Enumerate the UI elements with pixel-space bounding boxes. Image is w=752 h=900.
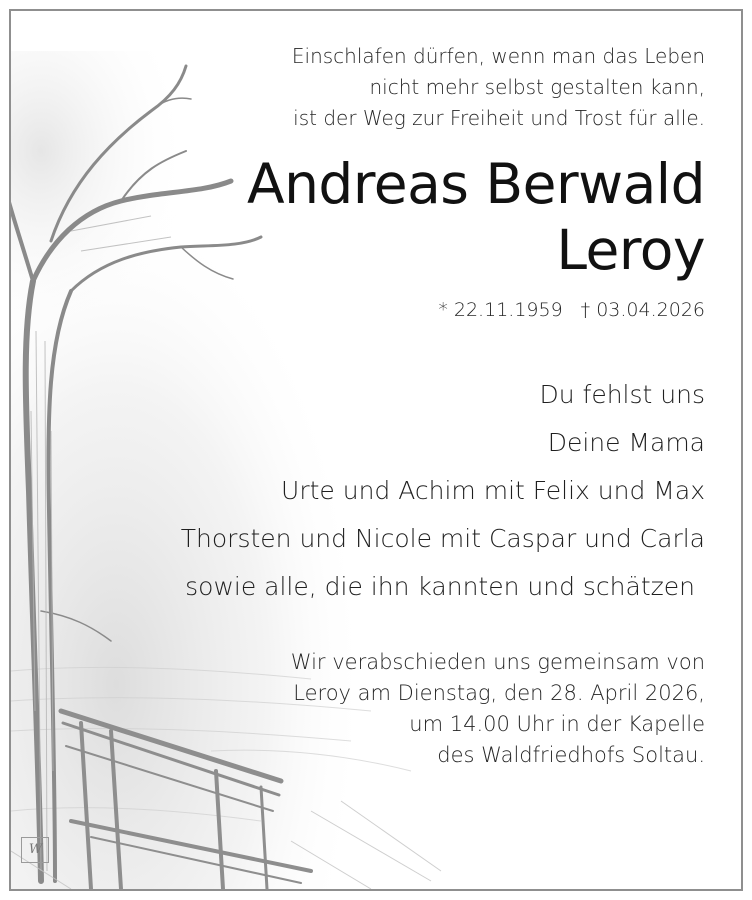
name-line: Andreas Berwald [246, 152, 705, 216]
death-date: † 03.04.2026 [580, 299, 705, 321]
funeral-line: des Waldfriedhofs Soltau. [437, 743, 705, 767]
funeral-line: Leroy am Dienstag, den 28. April 2026, [293, 681, 705, 705]
mourner-line: Thorsten und Nicole mit Caspar und Carla [180, 524, 705, 553]
mourner-line: sowie alle, die ihn kannten und schätzen [185, 572, 695, 601]
poem-block [292, 41, 705, 134]
poem-line: nicht mehr selbst gestalten kann, [369, 75, 705, 99]
poem-line: Einschlafen dürfen, wenn man das Leben [291, 44, 705, 68]
funeral-notice [291, 647, 705, 771]
obituary-card [9, 9, 743, 891]
funeral-line: Wir verabschieden uns gemeinsam von [290, 650, 705, 674]
mourner-line: Du fehlst uns [539, 380, 705, 409]
deceased-name [247, 151, 705, 283]
poem-line: ist der Weg zur Freiheit und Trost für alle. [293, 106, 705, 130]
birth-date: * 22.11.1959 [438, 299, 563, 321]
mourner-line: Deine Mama [547, 428, 705, 457]
designer-monogram-icon: W [21, 837, 49, 863]
mourners-block [181, 371, 705, 611]
mourner-line: Urte und Achim mit Felix und Max [281, 476, 705, 505]
funeral-line: um 14.00 Uhr in der Kapelle [409, 712, 705, 736]
life-dates [438, 297, 705, 323]
name-line: Leroy [556, 218, 705, 282]
